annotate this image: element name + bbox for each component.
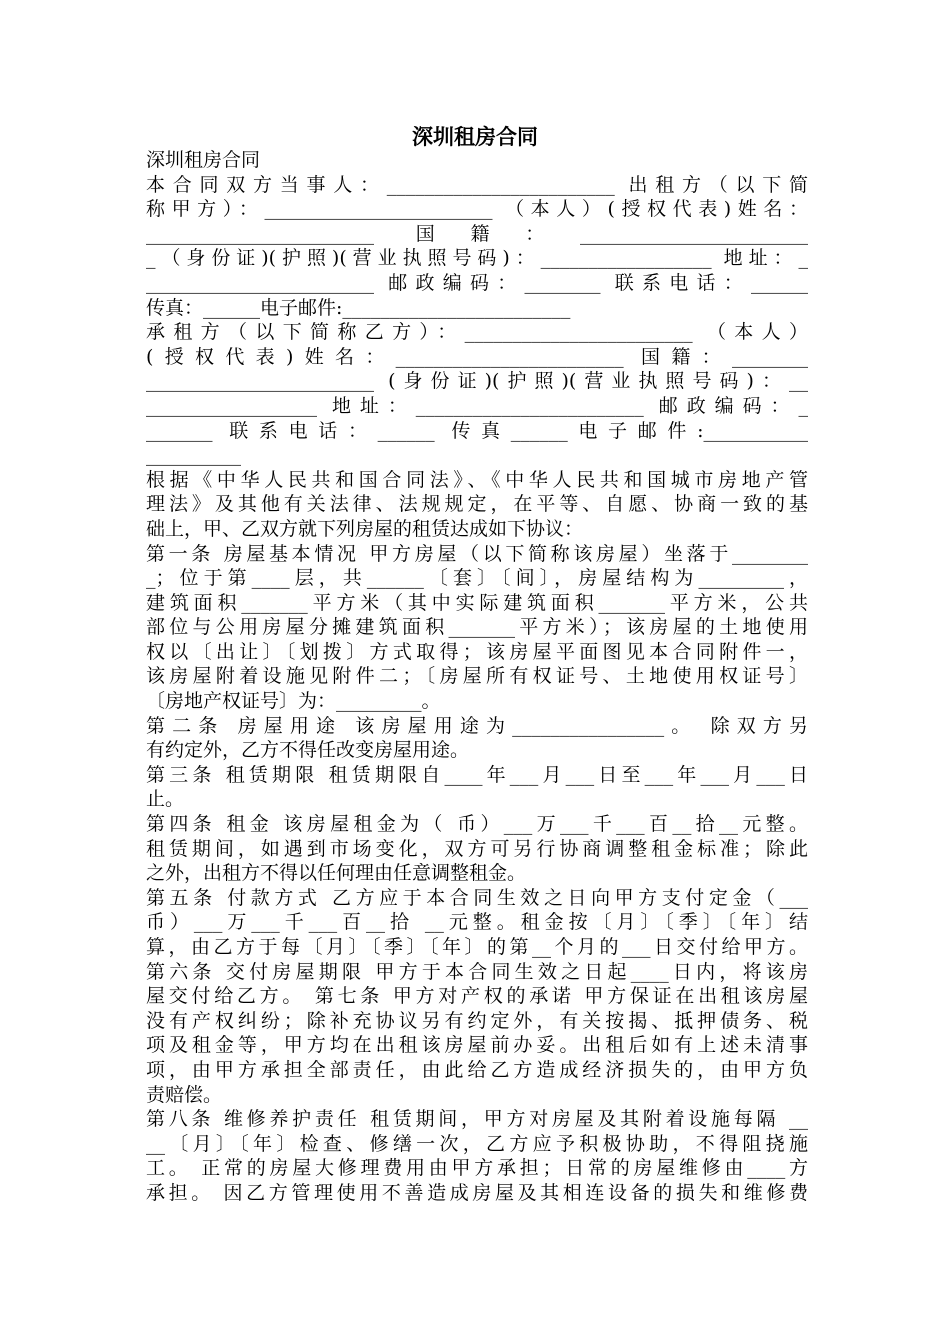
contract-line: 根据《中华人民共和国合同法》、《中华人民共和国城市房地产管 — [146, 468, 808, 491]
contract-line: ________________________ 国籍：________________________ — [146, 222, 808, 245]
contract-line: ________________________ (身份证)(护照)(营业执照号码)：__ — [146, 370, 808, 393]
contract-line: __〔月〕〔年〕检查、修缮一次，乙方应予积极协助，不得阻挠施 — [146, 1132, 808, 1155]
contract-line: 称甲方）：________________________ （本人）(授权代表)姓名： — [146, 198, 808, 221]
contract-line: 础上，甲、乙双方就下列房屋的租赁达成如下协议： — [146, 517, 584, 540]
contract-line: 算，由乙方于每〔月〕〔季〕〔年〕的第__个月的___日交付给甲方。 — [146, 936, 808, 958]
contract-line: 该房屋附着设施见附件二；〔房屋所有权证号、土地使用权证号〕 — [146, 665, 808, 688]
contract-line: 第六条 交付房屋期限 甲方于本合同生效之日起____日内，将该房 — [146, 960, 808, 983]
contract-line: 第一条 房屋基本情况 甲方房屋（以下简称该房屋）坐落于________ — [146, 542, 808, 565]
contract-line: 屋交付给乙方。 第七条 甲方对产权的承诺 甲方保证在出租该房屋 — [146, 985, 808, 1008]
contract-line: 〔房地产权证号〕为：_________。 — [146, 690, 441, 713]
contract-line: 工。 正常的房屋大修理费用由甲方承担；日常的房屋维修由____方 — [146, 1157, 808, 1180]
contract-line: 承担。 因乙方管理使用不善造成房屋及其相连设备的损失和维修费 — [146, 1181, 808, 1204]
contract-line: _；位于第____层，共______〔套〕〔间〕，房屋结构为_________， — [146, 567, 808, 590]
contract-line: 责赔偿。 — [146, 1083, 223, 1106]
contract-line: __________________ 地址：________________________ 邮政编码：_ — [146, 394, 808, 417]
contract-line: 止。 — [146, 788, 185, 811]
contract-line: 币）___万___千___百__拾 __元整。租金按〔月〕〔季〕〔年〕结 — [146, 911, 808, 934]
contract-line: ________________________ 邮政编码：________ 联系电话：______ — [146, 271, 808, 294]
contract-line: 第三条 租赁期限 租赁期限自____年___月___日至___年___月___日 — [146, 763, 808, 786]
contract-line: 建筑面积_______平方米（其中实际建筑面积_______平方米，公共 — [146, 591, 808, 614]
contract-line: 有约定外，乙方不得任改变房屋用途。 — [146, 739, 470, 762]
contract-line: _______ 联系电话：______ 传真______电子邮件:___________ — [146, 419, 808, 442]
contract-line: 本合同双方当事人：________________________ 出租方（以下简 — [146, 173, 808, 196]
contract-line: 承租方（以下简称乙方）：________________________ （本人） — [146, 321, 808, 344]
contract-line: 深圳租房合同 — [146, 149, 261, 171]
contract-line: 第五条 付款方式 乙方应于本合同生效之日向甲方支付定金（___ — [146, 886, 808, 909]
contract-line: (授权代表)姓名：________________________ 国籍：________ — [146, 345, 808, 368]
contract-line: 部位与公用房屋分摊建筑面积_______平方米）；该房屋的土地使用 — [146, 616, 808, 639]
contract-line: 项及租金等，甲方均在出租该房屋前办妥。出租后如有上述未清事 — [146, 1034, 808, 1057]
contract-line: 没有产权纠纷；除补充协议另有约定外，有关按揭、抵押债务、税 — [146, 1009, 808, 1032]
document-title: 深圳租房合同 — [412, 124, 538, 149]
contract-line: __________ — [146, 444, 241, 467]
contract-line: 传真：______电子邮件:________________________ — [146, 296, 571, 319]
contract-line: 之外，出租方不得以任何理由任意调整租金。 — [146, 862, 527, 885]
contract-body — [146, 148, 808, 1206]
contract-line: 第二条 房屋用途 该房屋用途为________________。 除双方另 — [146, 714, 808, 737]
contract-line: 项，由甲方承担全部责任，由此给乙方造成经济损失的，由甲方负 — [146, 1058, 808, 1081]
contract-line: 第四条 租金 该房屋租金为（ 币）___万___千___百__拾__元整。 — [146, 813, 808, 836]
contract-line: _（身份证)(护照)(营业执照号码)：__________________ 地址：_ — [146, 247, 808, 270]
contract-line: 租赁期间，如遇到市场变化，双方可另行协商调整租金标准；除此 — [146, 837, 808, 860]
contract-line: 第八条 维修养护责任 租赁期间，甲方对房屋及其附着设施每隔 __ — [146, 1108, 808, 1131]
contract-line: 权以〔出让〕〔划拨〕方式取得；该房屋平面图见本合同附件一， — [146, 640, 808, 663]
contract-line: 理法》及其他有关法律、法规规定，在平等、自愿、协商一致的基 — [146, 493, 808, 516]
